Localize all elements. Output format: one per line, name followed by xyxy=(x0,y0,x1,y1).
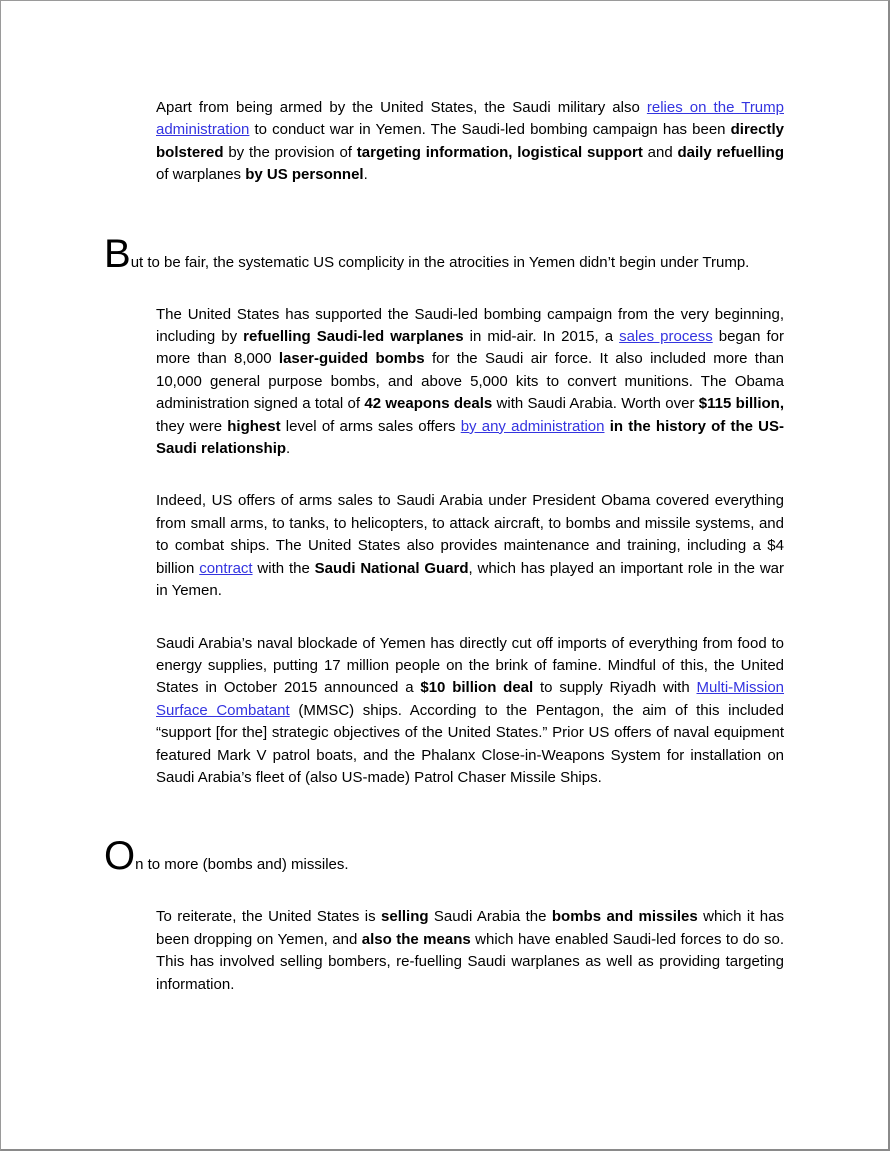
text-run: they were xyxy=(156,417,228,435)
text-run: (MMSC) ships. According to the Pentagon, the aim of this included “support [for the] strategic objectives of the United States.” Prior US offers of naval equipment featured Mark V patrol boats, and the Phalanx Close-in-Weapons System for installation on Saudi Arabia’s fleet of (also US-made) Patrol Chaser Missile Ships. xyxy=(156,701,784,786)
hyperlink[interactable]: by any administration xyxy=(460,417,605,435)
text-run: which it has been dropping on Yemen, and xyxy=(156,908,784,948)
hyperlink[interactable]: relies on the Trump administration xyxy=(156,99,784,139)
document-content xyxy=(1,1,888,996)
hyperlink[interactable]: Multi-Mission Surface Combatant xyxy=(156,679,785,719)
text-run: in the history of the US-Saudi relationship xyxy=(156,417,784,458)
text-run: Saudi National Guard xyxy=(314,559,469,577)
text-run: and xyxy=(642,143,678,161)
text-run: The United States has supported the Saudi-led bombing campaign from the very beginning, including by xyxy=(156,305,784,346)
text-run: level of arms sales offers xyxy=(280,417,461,435)
text-run: bombs and missiles xyxy=(551,908,698,926)
text-run: in mid-air. In 2015, a xyxy=(463,328,620,346)
paragraph-reiterate-selling xyxy=(156,906,784,996)
text-run: , which has played an important role in the war in Yemen. xyxy=(156,559,784,600)
text-run: targeting information, logistical support xyxy=(356,143,643,161)
text-run: which have enabled Saudi-led forces to do so. This has involved selling bombers, re-fuelling Saudi warplanes as well as providing targeting information. xyxy=(156,930,784,993)
text-run: selling xyxy=(381,908,429,926)
text-run: Apart from being armed by the United States, the Saudi military also xyxy=(156,99,647,116)
dropcap-letter-b: B xyxy=(104,231,131,276)
text-run: . xyxy=(286,440,291,458)
text-run: laser-guided bombs xyxy=(278,350,425,368)
text-run: of warplanes xyxy=(156,166,246,184)
text-run: highest xyxy=(227,417,281,435)
paragraph-naval-blockade xyxy=(156,633,784,790)
hyperlink[interactable]: sales process xyxy=(619,328,713,346)
lead-text: ut to be fair, the systematic US complicity in the atrocities in Yemen didn’t begin under Trump. xyxy=(130,253,750,271)
paragraph-arms-sales-coverage xyxy=(156,490,784,602)
text-run: $10 billion deal xyxy=(420,679,534,697)
text-run: Saudi Arabia the xyxy=(428,908,552,926)
text-run: refuelling Saudi-led warplanes xyxy=(243,328,464,346)
text-run: Indeed, US offers of arms sales to Saudi Arabia under President Obama covered everything from small arms, to tanks, to helicopters, to attack aircraft, to bombs and missile systems, and to combat ships. The United States also provides maintenance and training, including a $4 billion xyxy=(156,492,784,577)
text-run: for the Saudi air force. It also included more than 10,000 general purpose bombs, and above 5,000 kits to convert munitions. The Obama administration signed a total of xyxy=(156,350,784,413)
text-run: by the provision of xyxy=(223,143,357,161)
hyperlink[interactable]: contract xyxy=(199,559,253,577)
text-run: with the xyxy=(252,559,315,577)
text-run: to supply Riyadh with xyxy=(533,679,697,697)
text-run: to conduct war in Yemen. The Saudi-led bombing campaign has been xyxy=(249,121,731,139)
lead-text: n to more (bombs and) missiles. xyxy=(135,856,349,874)
section-lead-on-to-missiles xyxy=(104,833,784,888)
text-run: with Saudi Arabia. Worth over xyxy=(492,395,699,413)
paragraph-trump-support xyxy=(156,97,784,187)
text-run: by US personnel xyxy=(245,166,364,184)
paragraph-obama-arms-deals xyxy=(156,304,784,461)
text-run: . xyxy=(363,166,368,184)
dropcap-letter-o: O xyxy=(104,834,136,879)
section-lead-but-to-be-fair xyxy=(104,231,784,286)
text-run: began for more than 8,000 xyxy=(156,328,785,368)
text-run: 42 weapons deals xyxy=(364,395,493,413)
text-run: Saudi Arabia’s naval blockade of Yemen has directly cut off imports of everything from food to energy supplies, putting 17 million people on the brink of famine. Mindful of this, the United States in October 2015 announced a xyxy=(156,634,784,697)
text-run: also the means xyxy=(361,930,471,948)
text-run: To reiterate, the United States is xyxy=(156,908,382,926)
text-run: daily refuelling xyxy=(677,143,784,161)
text-run: directly bolstered xyxy=(156,121,784,161)
text-run: $115 billion, xyxy=(698,395,784,413)
